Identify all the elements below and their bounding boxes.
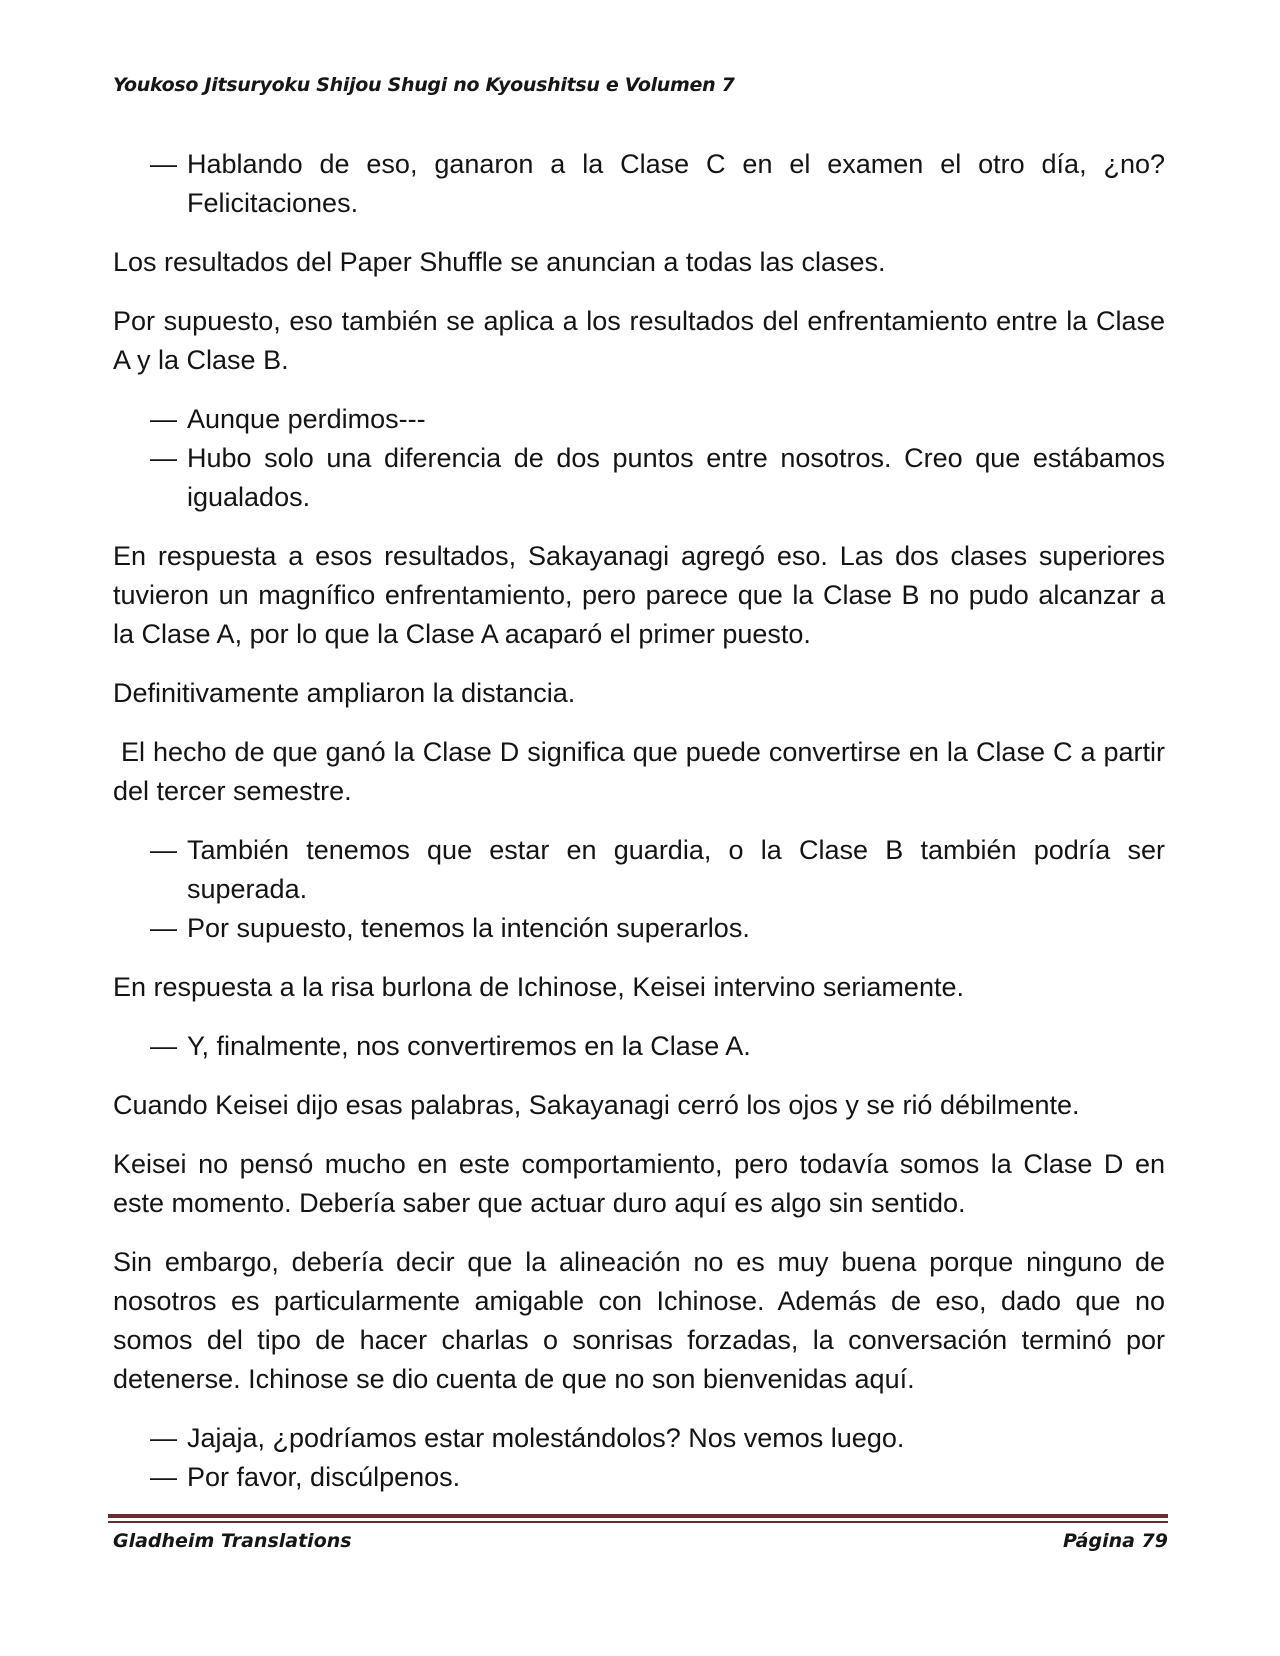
dialogue-dash: —: [150, 913, 177, 943]
dialogue-dash: —: [150, 443, 177, 473]
dialogue-group: [113, 1027, 1165, 1066]
paragraph: Cuando Keisei dijo esas palabras, Sakayanagi cerró los ojos y se rió débilmente.: [113, 1090, 1080, 1120]
dialogue-group: [113, 1419, 1165, 1497]
dialogue-text: Hubo solo una diferencia de dos puntos entre nosotros. Creo que estábamos igualados.: [187, 443, 1165, 512]
dialogue-group: [113, 400, 1165, 517]
dialogue-text: Y, finalmente, nos convertiremos en la Clase A.: [187, 1031, 751, 1061]
dialogue-dash: —: [150, 1031, 177, 1061]
page-number: Página 79: [1062, 1530, 1168, 1552]
dialogue-line: [113, 909, 1165, 948]
paragraph: Los resultados del Paper Shuffle se anuncian a todas las clases.: [113, 247, 886, 277]
dialogue-line: [113, 145, 1165, 223]
paragraph: En respuesta a la risa burlona de Ichinose, Keisei intervino seriamente.: [113, 972, 964, 1002]
paragraph: En respuesta a esos resultados, Sakayanagi agregó eso. Las dos clases superiores tuvieron un magnífico enfrentamiento, pero parece que la Clase B no pudo alcanzar a la Clase A, por lo que la Clase A acaparó el primer puesto.: [113, 541, 1165, 649]
dialogue-line: [113, 439, 1165, 517]
dialogue-line: [113, 831, 1165, 909]
dialogue-text: Jajaja, ¿podríamos estar molestándolos? Nos vemos luego.: [187, 1423, 905, 1453]
footer-rule-thin: [108, 1521, 1168, 1523]
dialogue-group: [113, 831, 1165, 948]
dialogue-dash: —: [150, 149, 177, 179]
paragraph: Sin embargo, debería decir que la alineación no es muy buena porque ninguno de nosotros es particularmente amigable con Ichinose. Además de eso, dado que no somos del tipo de hacer charlas o sonrisas forzadas, la conversación terminó por detenerse. Ichinose se dio cuenta de que no son bienvenidas aquí.: [113, 1247, 1165, 1394]
dialogue-dash: —: [150, 404, 177, 434]
dialogue-dash: —: [150, 1423, 177, 1453]
running-header: Youkoso Jitsuryoku Shijou Shugi no Kyoushitsu e Volumen 7: [113, 74, 735, 96]
dialogue-text: Hablando de eso, ganaron a la Clase C en el examen el otro día, ¿no? Felicitaciones.: [187, 149, 1165, 218]
paragraph: El hecho de que ganó la Clase D significa que puede convertirse en la Clase C a partir del tercer semestre.: [113, 737, 1173, 806]
dialogue-text: Por supuesto, tenemos la intención superarlos.: [187, 913, 750, 943]
dialogue-line: [113, 1419, 1165, 1458]
dialogue-line: [113, 1458, 1165, 1497]
paragraph: Por supuesto, eso también se aplica a los resultados del enfrentamiento entre la Clase A y la Clase B.: [113, 306, 1165, 375]
dialogue-text: También tenemos que estar en guardia, o la Clase B también podría ser superada.: [187, 835, 1165, 904]
dialogue-group: [113, 145, 1165, 223]
dialogue-text: Por favor, discúlpenos.: [187, 1462, 461, 1492]
body-text: [113, 145, 1173, 1517]
paragraph: Keisei no pensó mucho en este comportamiento, pero todavía somos la Clase D en este momento. Debería saber que actuar duro aquí es algo sin sentido.: [113, 1149, 1165, 1218]
footer-rule-thick: [108, 1514, 1168, 1518]
dialogue-text: Aunque perdimos---: [187, 404, 426, 434]
paragraph: Definitivamente ampliaron la distancia.: [113, 678, 576, 708]
dialogue-dash: —: [150, 835, 177, 865]
footer-credit: Gladheim Translations: [113, 1530, 352, 1552]
dialogue-line: [113, 1027, 1165, 1066]
dialogue-dash: —: [150, 1462, 177, 1492]
dialogue-line: [113, 400, 1165, 439]
